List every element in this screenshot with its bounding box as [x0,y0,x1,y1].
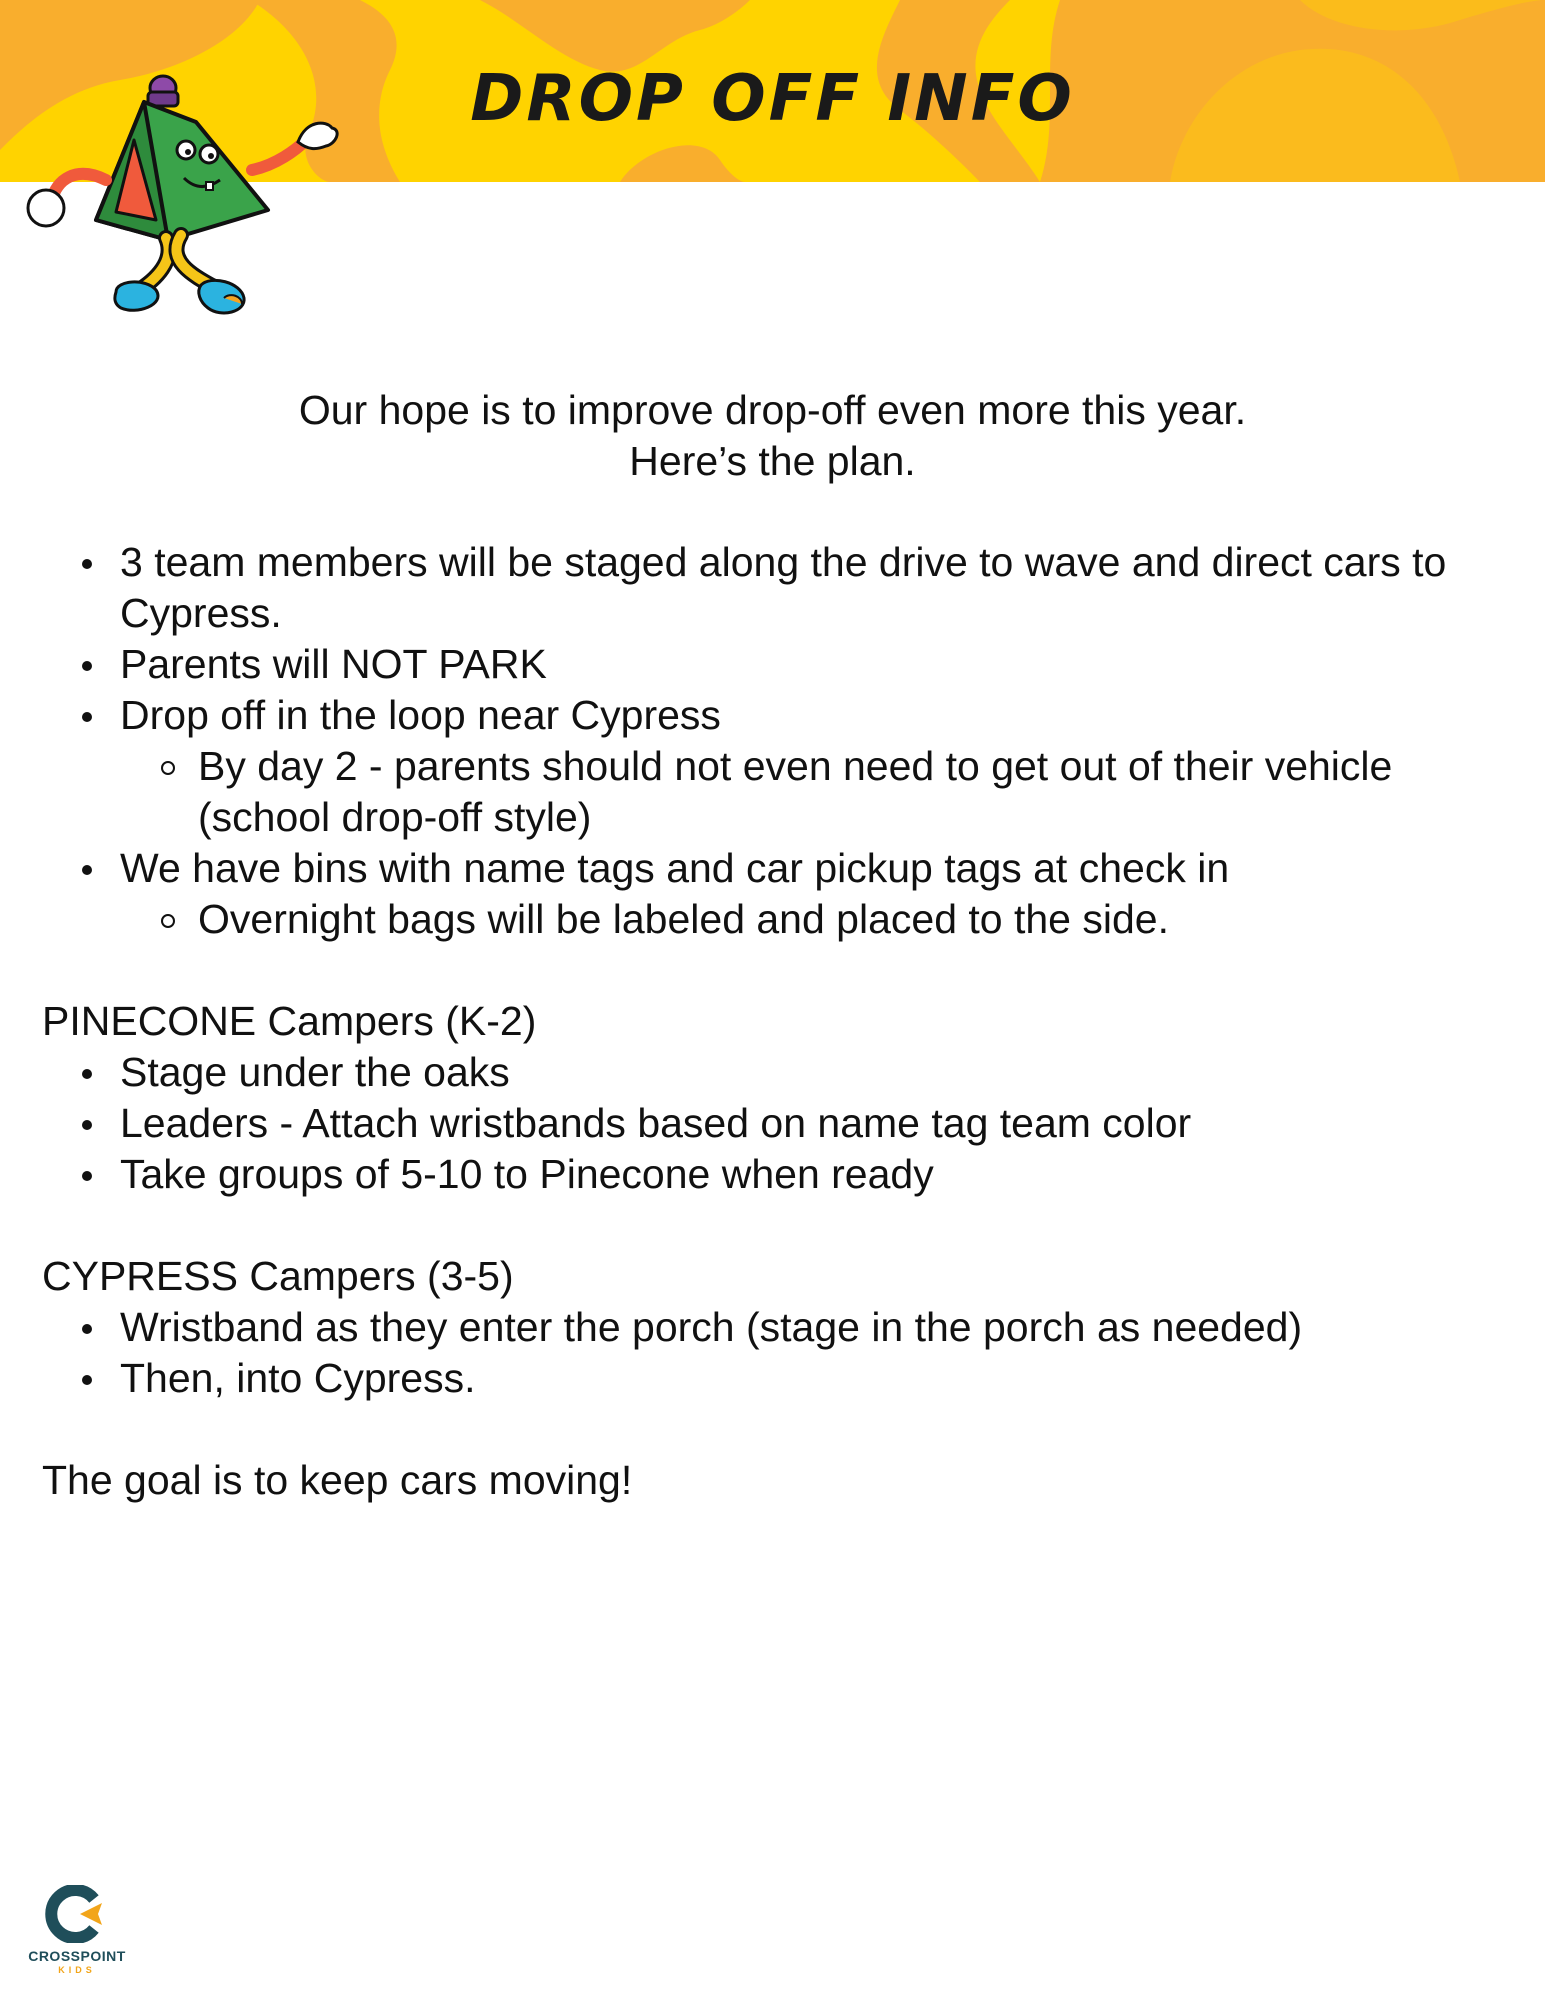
list-item [42,843,1502,945]
sub-list-item-text: Overnight bags will be labeled and placed to the side. [198,896,1169,942]
logo-sub: KIDS [58,1965,96,1975]
list-item [42,1302,1502,1353]
logo-name: CROSSPOINT [28,1948,126,1964]
list-item [42,639,1502,690]
crosspoint-c-logo-icon [22,1885,132,1943]
intro-line-1: Our hope is to improve drop-off even more this year. [298,387,1247,433]
list-item-text: 3 team members will be staged along the drive to wave and direct cars to Cypress. [120,539,1447,636]
list-item-text: We have bins with name tags and car pickup tags at check in [120,845,1230,891]
sub-list [120,741,1502,843]
list-item-text: Leaders - Attach wristbands based on name tag team color [120,1100,1192,1146]
list-item-text: Stage under the oaks [120,1049,510,1095]
list-item-text: Drop off in the loop near Cypress [120,692,721,738]
page-title: DROP OFF INFO [470,62,1075,136]
sub-list-item-text: By day 2 - parents should not even need to get out of their vehicle (school drop-off style) [198,743,1393,840]
list-item-text: Parents will NOT PARK [120,641,547,687]
list-item [42,1047,1502,1098]
sub-list-item [120,894,1502,945]
tent-mascot-illustration [16,70,346,330]
cypress-heading: CYPRESS Campers (3-5) [42,1253,514,1299]
main-content [42,537,1502,1506]
list-item [42,537,1502,639]
closing-text: The goal is to keep cars moving! [42,1457,633,1503]
list-item-text: Wristband as they enter the porch (stage in the porch as needed) [120,1304,1303,1350]
list-item [42,1098,1502,1149]
sub-list [120,894,1502,945]
pinecone-heading: PINECONE Campers (K-2) [42,998,537,1044]
sub-list-item [120,741,1502,843]
pinecone-list [42,1047,1502,1200]
list-item [42,1353,1502,1404]
list-item [42,690,1502,843]
cypress-list [42,1302,1502,1404]
intro-text [0,385,1545,487]
list-item-text: Take groups of 5-10 to Pinecone when ready [120,1151,934,1197]
intro-line-2: Here’s the plan. [629,438,916,484]
list-item [42,1149,1502,1200]
plan-list [42,537,1502,945]
crosspoint-logo [22,1885,132,1975]
list-item-text: Then, into Cypress. [120,1355,476,1401]
